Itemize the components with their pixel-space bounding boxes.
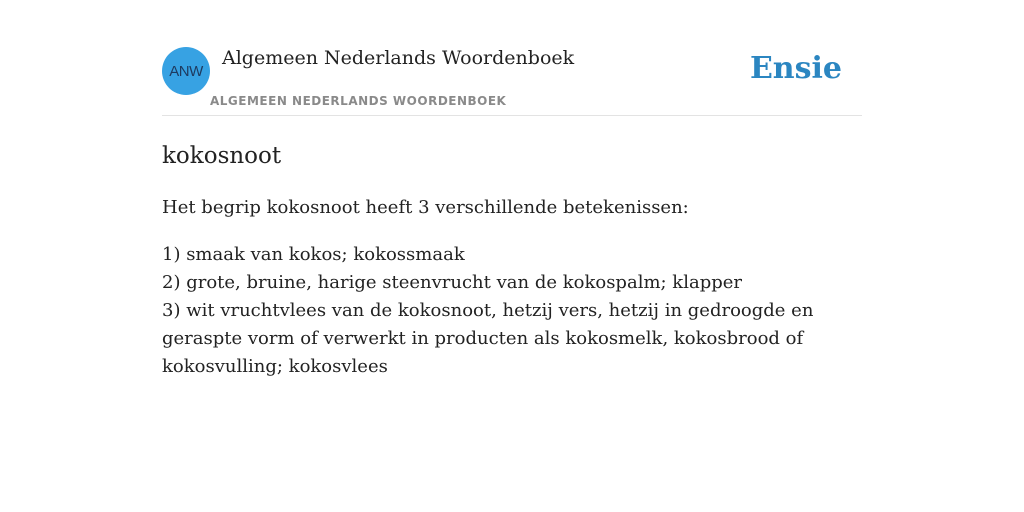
meaning-item: 3) wit vruchtvlees van de kokosnoot, hetzij vers, hetzij in gedroogde en geraspte vorm of verwerkt in producten als kokosmelk, kokosbrood of kokosvulling; kokosvlees: [162, 300, 814, 377]
meaning-item: 1) smaak van kokos; kokossmaak: [162, 244, 465, 265]
brand-logo[interactable]: Ensie: [749, 51, 842, 86]
source-logo[interactable]: [162, 47, 210, 95]
source-title[interactable]: Algemeen Nederlands Woordenboek: [222, 47, 575, 69]
source-header: [162, 0, 862, 116]
source-subtitle: ALGEMEEN NEDERLANDS WOORDENBOEK: [210, 94, 507, 108]
source-logo-text: ANW: [169, 62, 203, 80]
entry-term: kokosnoot: [162, 143, 282, 169]
meaning-item: 2) grote, bruine, harige steenvrucht van de kokospalm; klapper: [162, 272, 742, 293]
meanings-list: [162, 241, 862, 381]
definition-card: [162, 0, 862, 512]
entry-intro: Het begrip kokosnoot heeft 3 verschillende betekenissen:: [162, 197, 689, 218]
